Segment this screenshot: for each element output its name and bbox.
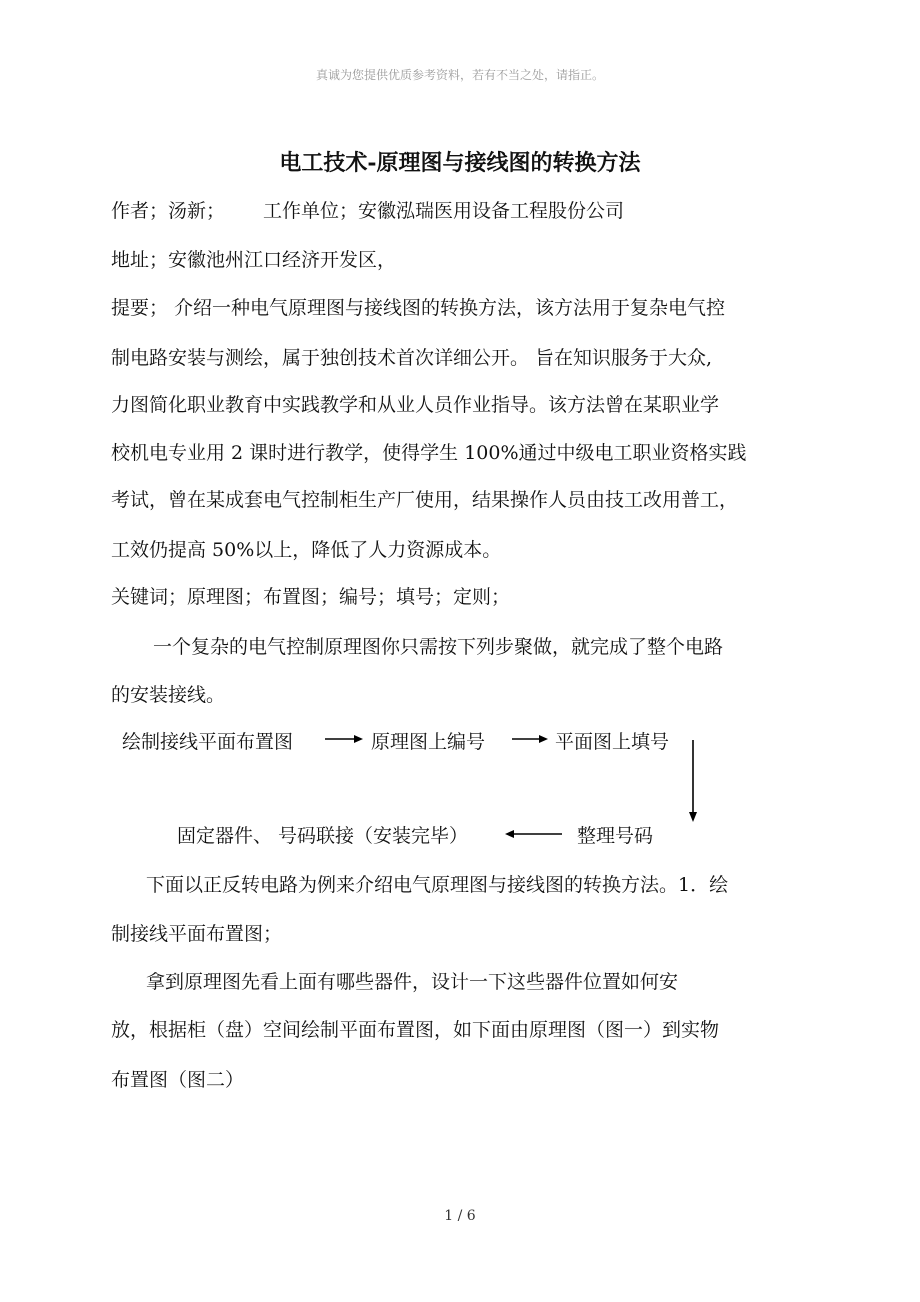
document-title: 电工技术-原理图与接线图的转换方法 — [279, 150, 641, 176]
intro-line-2: 的安装接线。 — [111, 684, 226, 706]
abstract-line-5: 考试，曾在某成套电气控制柜生产厂使用，结果操作人员由技工改用普工， — [111, 489, 739, 511]
body-line-2: 制接线平面布置图； — [111, 923, 283, 945]
body-line-1: 下面以正反转电路为例来介绍电气原理图与接线图的转换方法。1．绘 — [146, 874, 729, 896]
abstract-line-2: 制电路安装与测绘，属于独创技术首次详细公开。 旨在知识服务于大众, — [111, 347, 713, 369]
arrow-left-icon — [505, 830, 562, 838]
arrow-down-icon — [689, 740, 697, 822]
address-line: 地址；安徽池州江口经济开发区， — [111, 249, 397, 271]
page-number: 1 / 6 — [444, 1208, 476, 1224]
body-line-5: 布置图（图二） — [111, 1069, 245, 1091]
header-watermark: 真诚为您提供优质参考资料，若有不当之处，请指正。 — [315, 68, 604, 82]
flow-step-sort-numbers: 整理号码 — [577, 825, 654, 847]
abstract-line-3: 力图简化职业教育中实践教学和从业人员作业指导。该方法曾在某职业学 — [111, 394, 720, 416]
body-line-4: 放，根据柜（盘）空间绘制平面布置图，如下面由原理图（图一）到实物 — [111, 1019, 720, 1041]
arrow-right-icon-1 — [325, 735, 363, 743]
flow-step-fill-layout: 平面图上填号 — [555, 731, 670, 753]
arrow-right-icon-2 — [512, 735, 548, 743]
abstract-line-6: 工效仍提高 50%以上，降低了人力资源成本。 — [111, 539, 502, 561]
flow-step-draw-layout: 绘制接线平面布置图 — [122, 731, 294, 753]
flow-step-fix-and-connect: 固定器件、 号码联接（安装完毕） — [177, 825, 469, 847]
body-line-3: 拿到原理图先看上面有哪些器件，设计一下这些器件位置如何安 — [146, 971, 679, 993]
keywords-line: 关键词；原理图；布置图；编号；填号；定则； — [111, 586, 511, 608]
work-unit: 工作单位；安徽泓瑞医用设备工程股份公司 — [263, 200, 625, 222]
abstract-line-1: 提要； 介绍一种电气原理图与接线图的转换方法，该方法用于复杂电气控 — [111, 297, 726, 319]
author-line — [111, 196, 624, 223]
author: 作者；汤新； — [111, 200, 226, 222]
abstract-line-4: 校机电专业用 2 课时进行教学，使得学生 100%通过中级电工职业资格实践 — [111, 442, 747, 464]
intro-line-1: 一个复杂的电气控制原理图你只需按下列步聚做，就完成了整个电路 — [153, 636, 724, 658]
flow-step-number-schematic: 原理图上编号 — [371, 731, 486, 753]
